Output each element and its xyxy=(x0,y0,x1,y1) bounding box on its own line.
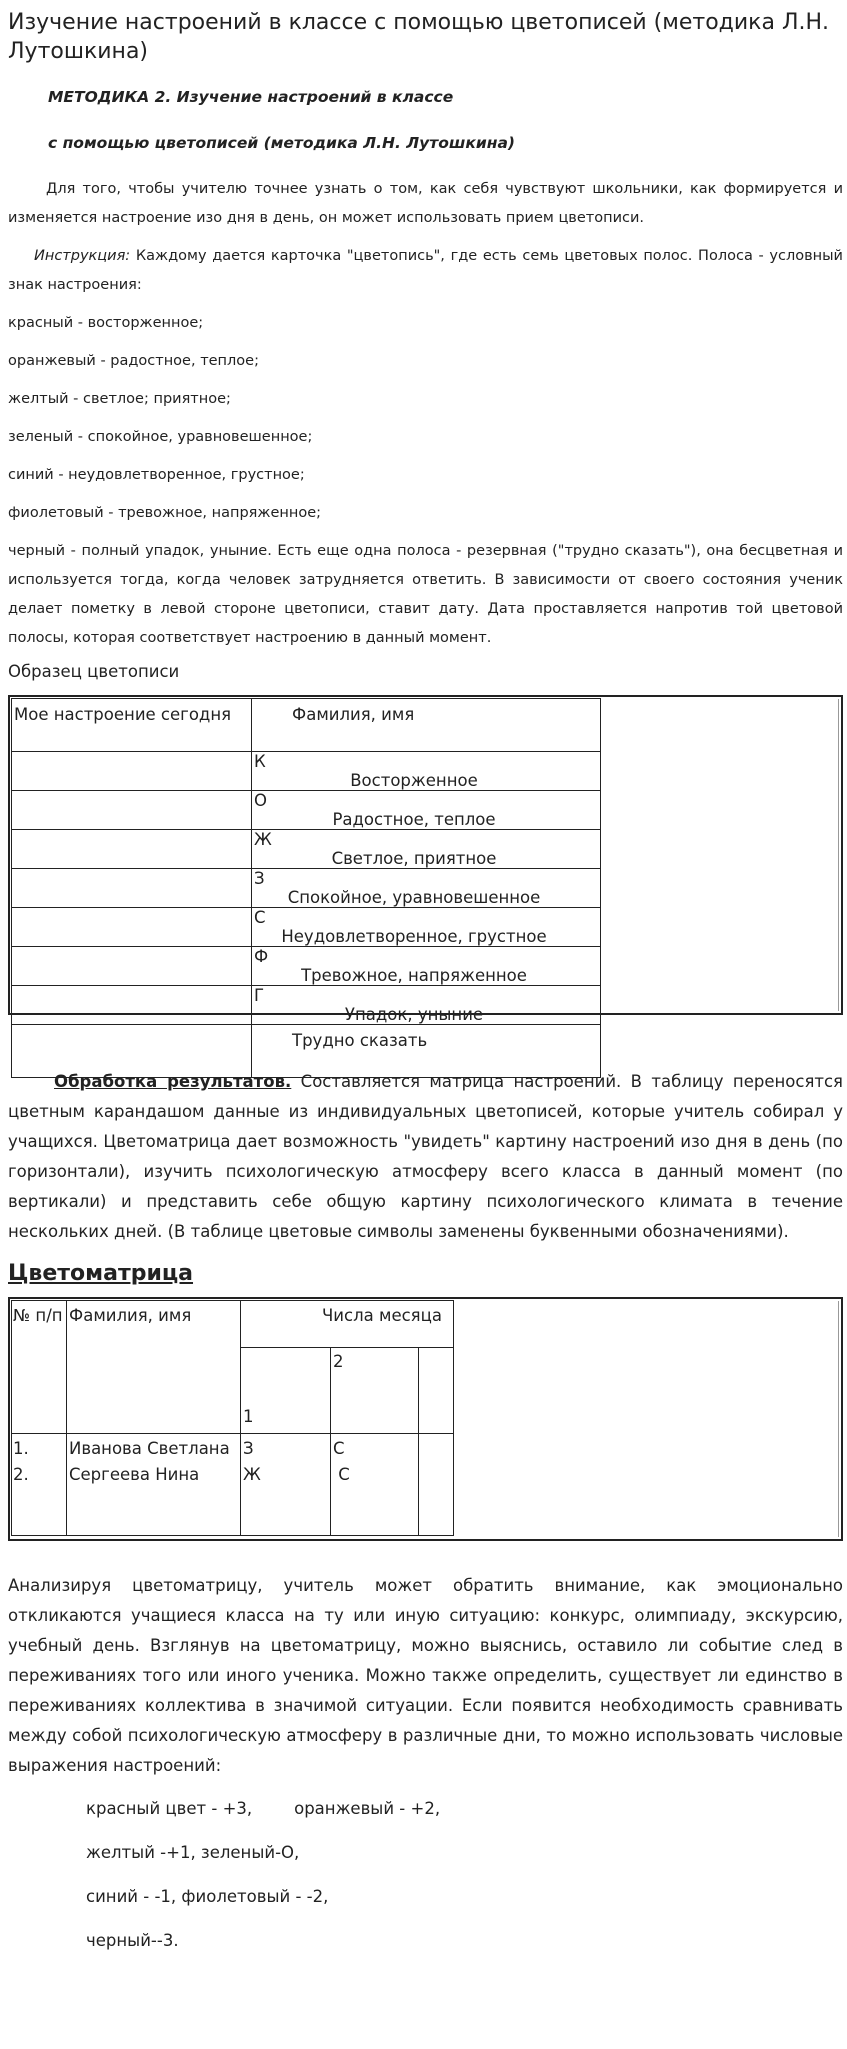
instruction-label: Инструкция: xyxy=(34,248,131,264)
scale-line: красный цвет - +3, оранжевый - +2, xyxy=(86,1799,441,1818)
mood-desc: Упадок, уныние xyxy=(344,1005,484,1024)
table-row xyxy=(12,1025,601,1078)
mood-scale xyxy=(8,1787,843,1963)
col-name: Фамилия, имя xyxy=(69,1306,192,1325)
color-item-green: зеленый - спокойное, уравновешенное; xyxy=(8,429,313,445)
mood-letter: С xyxy=(254,908,266,927)
header-name: Фамилия, имя xyxy=(292,705,415,724)
color-item-violet: фиолетовый - тревожное, напряженное; xyxy=(8,505,322,521)
table-row xyxy=(12,830,601,869)
mood-desc: Восторженное xyxy=(350,771,478,790)
sample-table-header xyxy=(12,699,601,752)
table-row xyxy=(12,908,601,947)
scale-line: черный--3. xyxy=(86,1931,179,1950)
mood-desc: Радостное, теплое xyxy=(332,810,496,829)
mood-desc: Светлое, приятное xyxy=(331,849,497,868)
mood-letter: Ф xyxy=(254,947,269,966)
table-row xyxy=(12,986,601,1025)
instruction-paragraph xyxy=(8,242,843,300)
row-name: Сергеева Нина xyxy=(69,1465,200,1484)
scale-line: синий - -1, фиолетовый - -2, xyxy=(86,1887,329,1906)
mood-letter: К xyxy=(254,752,266,771)
mood-letter: Ж xyxy=(254,830,272,849)
scale-line: желтый -+1, зеленый-О, xyxy=(86,1843,300,1862)
mood-letter: О xyxy=(254,791,267,810)
method-heading-line2: с помощью цветописей (методика Л.Н. Лутошкина) xyxy=(48,134,516,152)
color-item-blue: синий - неудовлетворенное, грустное; xyxy=(8,467,305,483)
analysis-paragraph: Анализируя цветоматрицу, учитель может обратить внимание, как эмоционально откликаются учащиеся класса на ту или иную ситуацию: конкурс, олимпиаду, экскурсию, учебный день. Взглянув на цветоматрицу, можно выяснись, оставило ли событие след в переживаниях того или иного ученика. Можно также определить, существует ли единство в переживаниях коллектива в значимой ситуации. Если появится необходимость сравнивать между собой психологическую атмосферу в различные дни, то можно использовать числовые выражения настроений: xyxy=(8,1576,843,1775)
instruction-text: Каждому дается карточка "цветопись", где есть семь цветовых полос. Полоса - условный знак настроения: xyxy=(8,248,843,293)
col-num: № п/п xyxy=(13,1306,63,1325)
hard-to-say: Трудно сказать xyxy=(292,1031,428,1050)
sample-title: Образец цветописи xyxy=(8,662,180,681)
table-row xyxy=(12,791,601,830)
processing-label: Обработка результатов. xyxy=(54,1072,292,1091)
row-day1: З xyxy=(243,1439,254,1458)
mood-letter: З xyxy=(254,869,265,888)
processing-paragraph xyxy=(8,1067,843,1247)
day-1: 1 xyxy=(243,1407,254,1426)
color-item-yellow: желтый - светлое; приятное; xyxy=(8,391,231,407)
color-item-red: красный - восторженное; xyxy=(8,315,204,331)
row-num: 1. xyxy=(13,1439,29,1458)
table-row xyxy=(12,869,601,908)
color-item-black: черный - полный упадок, уныние. Есть еще одна полоса - резервная ("трудно сказать"), она бесцветная и используется тогда, когда человек затрудняется ответить. В зависимости от своего состояния ученик делает пометку в левой стороне цветописи, ставит дату. Дата проставляется напротив той цветовой полосы, которая соответствует настроению в данный момент. xyxy=(8,543,843,646)
mood-desc: Спокойное, уравновешенное xyxy=(287,888,541,907)
col-days: Числа месяца xyxy=(322,1306,442,1325)
intro-paragraph: Для того, чтобы учителю точнее узнать о том, как себя чувствуют школьники, как формируется и изменяется настроение изо дня в день, он может использовать прием цветописи. xyxy=(8,181,843,226)
row-name: Иванова Светлана xyxy=(69,1439,230,1458)
mood-letter: Г xyxy=(254,986,265,1005)
day-2: 2 xyxy=(333,1352,344,1371)
page-title: Изучение настроений в классе с помощью цветописей (методика Л.Н. Лутошкина) xyxy=(8,10,830,64)
color-item-orange: оранжевый - радостное, теплое; xyxy=(8,353,259,369)
sample-table-frame xyxy=(8,695,843,1050)
table-row xyxy=(12,752,601,791)
row-day2: С xyxy=(333,1465,350,1484)
processing-text: Составляется матрица настроений. В таблицу переносятся цветным карандашом данные из индивидуальных цветописей, которые учитель собирал у учащихся. Цветоматрица дает возможность "увидеть" картину настроений изо дня в день (по горизонтали), изучить психологическую атмосферу всего класса в данный момент (по вертикали) и представить себе общую картину психологического климата в течение нескольких дней. (В таблице цветовые символы заменены буквенными обозначениями). xyxy=(8,1072,843,1241)
matrix-title: Цветоматрица xyxy=(8,1261,194,1286)
row-day2: С xyxy=(333,1439,345,1458)
table-row xyxy=(12,947,601,986)
mood-desc: Неудовлетворенное, грустное xyxy=(281,927,547,946)
header-mood-today: Мое настроение сегодня xyxy=(12,699,252,752)
header-name-cell xyxy=(252,699,601,752)
row-day1: Ж xyxy=(243,1465,261,1484)
mood-desc: Тревожное, напряженное xyxy=(301,966,527,985)
method-heading-line1: МЕТОДИКА 2. Изучение настроений в классе xyxy=(48,88,454,106)
sample-table xyxy=(11,698,601,1078)
matrix-frame xyxy=(8,1297,843,1541)
row-num: 2. xyxy=(13,1465,29,1484)
